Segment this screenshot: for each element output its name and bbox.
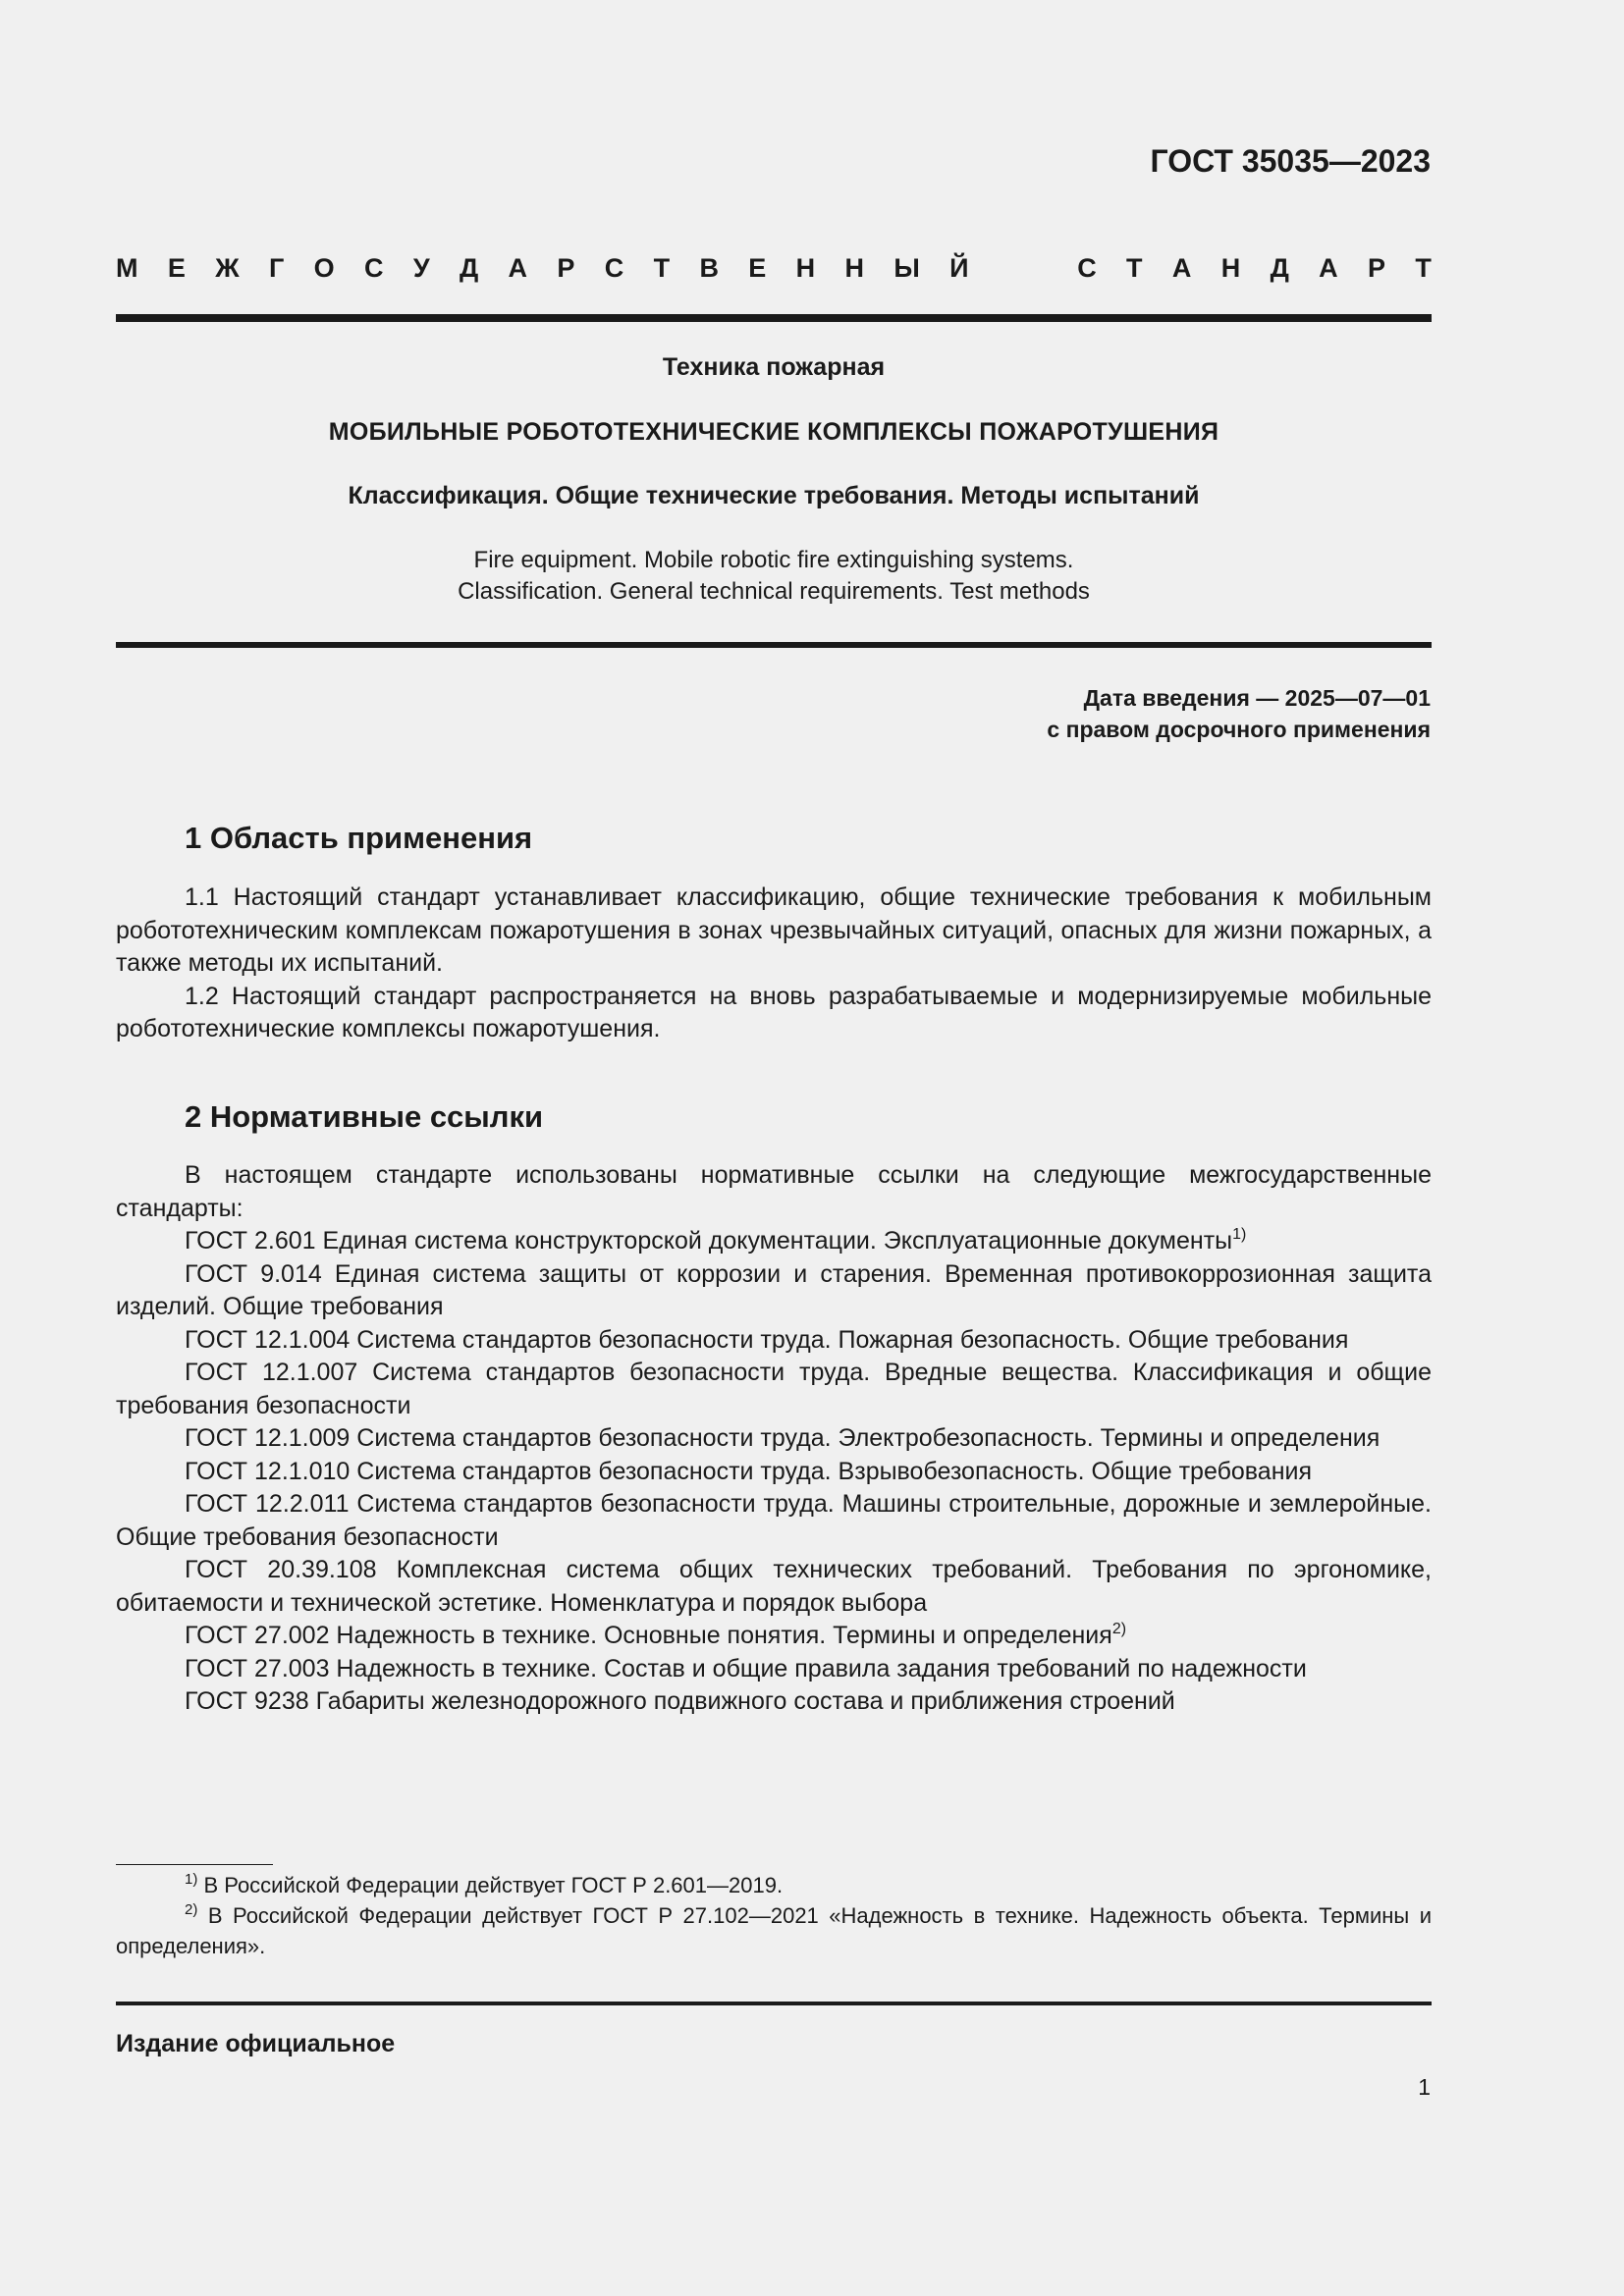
- banner-letter: С: [363, 253, 384, 283]
- reference-item: ГОСТ 12.1.009 Система стандартов безопасности труда. Электробезопасность. Термины и определения: [185, 1424, 1380, 1452]
- footnote-mark: 1): [1232, 1226, 1247, 1243]
- footnote-2: $^{2)}$ В Российской Федерации действует ГОСТ Р 27.102—2021 «Надежность в технике. Надежность объекта. Термины и определения».: [116, 1901, 1432, 1958]
- title-line-1: Техника пожарная: [662, 353, 886, 381]
- interstate-standard-banner: [116, 253, 1432, 284]
- banner-letter: Т: [1126, 253, 1143, 283]
- banner-letter: У: [412, 253, 430, 283]
- english-title-line-1: Fire equipment. Mobile robotic fire extinguishing systems.: [473, 547, 1074, 573]
- banner-letter: Д: [459, 253, 479, 283]
- title-line-3: Классификация. Общие технические требования. Методы испытаний: [348, 482, 1200, 509]
- reference-item: ГОСТ 12.1.007 Система стандартов безопасности труда. Вредные вещества. Классификация и общие требования безопасности: [116, 1359, 1432, 1419]
- banner-letter: Р: [557, 253, 575, 283]
- banner-letter: В: [699, 253, 719, 283]
- english-title-line-2: Classification. General technical requirements. Test methods: [458, 578, 1090, 605]
- introduction-date-line-1: Дата введения — 2025—07—01: [1083, 685, 1431, 711]
- banner-letter: Г: [268, 253, 285, 283]
- reference-item: ГОСТ 20.39.108 Комплексная система общих технических требований. Требования по эргономике, обитаемости и технической эстетике. Номенклатура и порядок выбора: [116, 1556, 1432, 1617]
- section-1-body: [116, 881, 1432, 1046]
- footer-rule: [116, 2002, 1432, 2005]
- banner-letter: Е: [167, 253, 186, 283]
- banner-letter: А: [508, 253, 528, 283]
- section-2-heading: 2 Нормативные ссылки: [185, 1099, 544, 1134]
- banner-gap: [999, 253, 1048, 284]
- banner-letter: Н: [795, 253, 816, 283]
- top-rule: [116, 314, 1432, 322]
- reference-item: ГОСТ 2.601 Единая система конструкторской документации. Эксплуатационные документы$^{1)}$: [185, 1226, 1247, 1255]
- banner-letter: А: [1319, 253, 1338, 283]
- banner-letter: Н: [844, 253, 864, 283]
- banner-letter: Н: [1220, 253, 1241, 283]
- title-line-2: МОБИЛЬНЫЕ РОБОТОТЕХНИЧЕСКИЕ КОМПЛЕКСЫ ПОЖАРОТУШЕНИЯ: [328, 418, 1219, 446]
- banner-letter: Р: [1368, 253, 1386, 283]
- footnotes: [116, 1870, 1432, 1961]
- banner-letter: Д: [1270, 253, 1289, 283]
- banner-letter: Е: [748, 253, 767, 283]
- paragraph-1-2: 1.2 Настоящий стандарт распространяется на вновь разрабатываемые и модернизируемые мобильные робототехнические комплексы пожаротушения.: [116, 982, 1432, 1042]
- english-title: [116, 545, 1432, 608]
- banner-letter: Т: [653, 253, 671, 283]
- reference-item: ГОСТ 9238 Габариты железнодорожного подвижного состава и приближения строений: [185, 1687, 1175, 1715]
- reference-item: ГОСТ 12.1.010 Система стандартов безопасности труда. Взрывобезопасность. Общие требования: [185, 1457, 1313, 1485]
- section-2-intro: В настоящем стандарте использованы нормативные ссылки на следующие межгосударственные стандарты:: [116, 1161, 1432, 1222]
- reference-item: ГОСТ 12.2.011 Система стандартов безопасности труда. Машины строительные, дорожные и землеройные. Общие требования безопасности: [116, 1490, 1432, 1551]
- footnote-mark: 2): [1111, 1621, 1127, 1637]
- banner-letter: Ы: [893, 253, 920, 283]
- official-edition-label: Издание официальное: [116, 2030, 396, 2057]
- paragraph-1-1: 1.1 Настоящий стандарт устанавливает классификацию, общие технические требования к мобильным робототехническим комплексам пожаротушения в зонах чрезвычайных ситуаций, опасных для жизни пожарных, а также методы их испытаний.: [116, 883, 1432, 977]
- gost-number: ГОСТ 35035—2023: [1150, 143, 1431, 179]
- introduction-date-line-2: с правом досрочного применения: [1047, 717, 1431, 742]
- banner-letter: М: [116, 253, 138, 283]
- introduction-date: [1047, 682, 1431, 745]
- banner-letter: Й: [949, 253, 969, 283]
- footnote-1: $^{1)}$ В Российской Федерации действует ГОСТ Р 2.601—2019.: [185, 1871, 784, 1897]
- banner-letter: А: [1171, 253, 1192, 283]
- reference-item: ГОСТ 9.014 Единая система защиты от коррозии и старения. Временная противокоррозионная защита изделий. Общие требования: [116, 1259, 1432, 1320]
- section-1-heading: 1 Область применения: [185, 821, 533, 855]
- banner-letter: Ж: [215, 253, 240, 283]
- reference-item: ГОСТ 12.1.004 Система стандартов безопасности труда. Пожарная безопасность. Общие требования: [185, 1325, 1349, 1354]
- banner-letter: О: [313, 253, 335, 283]
- footnote-separator: [116, 1864, 273, 1865]
- page-number: 1: [1418, 2074, 1431, 2100]
- reference-item: ГОСТ 27.003 Надежность в технике. Состав и общие правила задания требований по надежности: [185, 1654, 1307, 1682]
- banner-letter: С: [604, 253, 624, 283]
- reference-item: ГОСТ 27.002 Надежность в технике. Основные понятия. Термины и определения$^{2)}$: [185, 1621, 1127, 1649]
- section-2-body: [116, 1159, 1432, 1719]
- banner-letter: Т: [1415, 253, 1432, 283]
- banner-letter: С: [1077, 253, 1097, 283]
- title-bottom-rule: [116, 642, 1432, 648]
